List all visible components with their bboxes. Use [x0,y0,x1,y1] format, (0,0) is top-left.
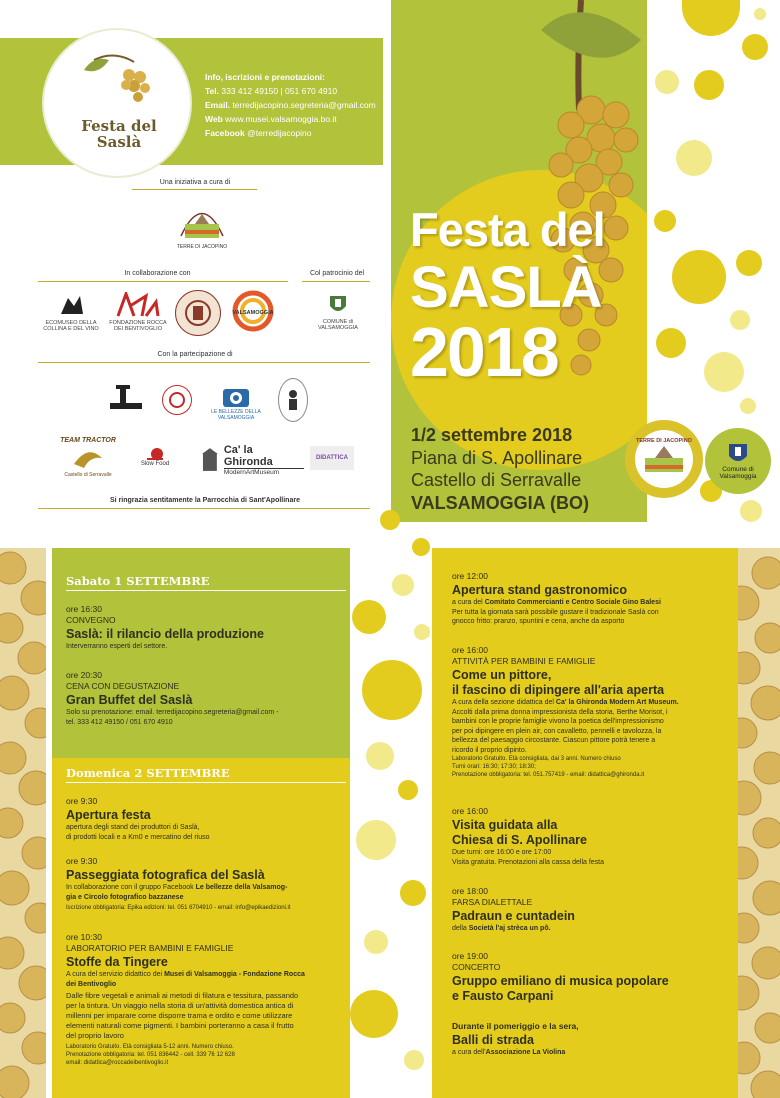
event-paragraph: per poi dipingere en plein air, con cavalletto, pennelli e tavolozza, la [452,727,662,735]
event-item [452,886,734,934]
logo-text [66,118,172,150]
event-paragraph: per la tintura. Un viaggio nella storia di un'attività domestica antica di [66,1001,294,1010]
facebook-link[interactable]: @terredijacopino [247,128,312,138]
event-note: email: didattica@roccadeibentivoglio.it [66,1060,169,1066]
event-desc: Solo su prenotazione: email. terredijacopino.segreteria@gmail.com - [66,709,279,716]
collab-heading: In collaborazione con [124,270,191,277]
decor-dot [398,780,418,800]
event-title: Passeggiata fotografica del Saslà [66,868,265,882]
event-desc: a cura del [452,599,483,606]
decor-dot [366,742,394,770]
svg-text:TERRE DI JACOPINO: TERRE DI JACOPINO [636,438,692,444]
round-logo-icon [167,390,187,410]
didattica-logo [310,446,354,470]
bellezze-logo [204,378,268,424]
decor-dot [400,880,426,906]
camera-icon [219,381,253,409]
event-paragraph: Accolti dalla prima donna impressionista della storia, Berthe Morisot, i [452,708,668,716]
decor-dot [414,624,430,640]
event-desc: Interverranno esperti del settore. [66,643,168,650]
event-title: Visita guidata alla [452,818,558,832]
contact-info [205,70,376,140]
event-desc-bold: dei Bentivoglio [66,980,117,988]
event-desc: a cura dell' [452,1049,486,1056]
event-time: ore 18:00 [452,886,488,896]
snail-icon [145,447,165,461]
divider [132,189,257,190]
decor-dot [736,250,762,276]
event-desc: apertura degli stand dei produttori di Saslà, [66,824,200,831]
event-title: Stoffe da Tingere [66,955,168,969]
tractor-icon [106,383,146,413]
event-desc-bold: La Violina [532,1049,566,1056]
team-tractor-label: TEAM TRACTOR [60,436,116,444]
event-item [452,951,734,1004]
divider [38,281,288,282]
terre-badge [625,420,703,498]
event-note: Prenotazione obbligatoria: tel. 051 836442 - cell. 339 76 12 628 [66,1052,235,1058]
event-type: CENA CON DEGUSTAZIONE [66,681,180,691]
decor-dot [730,310,750,330]
comune-badge [705,428,771,494]
event-item [66,796,346,842]
ecomuseo-logo [36,288,106,336]
seal-icon [182,297,214,329]
event-desc-bold: Ca' la Ghironda Modern Art Museum. [555,699,679,706]
tractor-silhouette-logo [104,380,148,416]
event-title: Saslà: il rilancio della produzione [66,627,264,641]
decor-dot [676,140,712,176]
valsamoggia-icon [229,289,277,335]
event-title: e Fausto Carpani [452,989,554,1003]
figure-icon [285,388,301,412]
ghironda-icon [200,447,220,473]
event-time: ore 12:00 [452,571,488,581]
decor-dot [740,398,756,414]
comune-coat-icon [727,442,749,466]
event-pre: Durante il pomeriggio e la sera, [452,1021,579,1031]
valsamoggia-logo [228,288,278,336]
thanks-note: Si ringrazia sentitamente la Parrocchia di Sant'Apollinare [110,497,300,504]
event-title: Come un pittore, [452,668,552,682]
patronage-heading: Col patrocinio del [309,270,365,277]
grape-logo-icon [74,50,164,120]
festa-logo [42,28,192,178]
event-item [452,571,734,627]
decor-dot [350,990,398,1038]
decor-dot [672,250,726,304]
event-type: FARSA DIALETTALE [452,897,533,907]
title-sasla: SASLÀ [410,255,602,320]
team-tractor-logo [58,432,118,482]
decor-dot [364,930,388,954]
decor-dot [404,1050,424,1070]
event-title: Balli di strada [452,1033,534,1047]
decor-dot [412,538,430,556]
event-desc: A cura del servizio didattico dei [66,971,163,978]
info-title: Info, iscrizioni e prenotazioni: [205,72,325,82]
rocca-logo [108,288,168,336]
email-value[interactable]: terredijacopino.segreteria@gmail.com [232,100,376,110]
event-desc-bold: Le bellezze della Valsamog- [195,884,288,891]
date-block [411,424,589,514]
decor-dot [380,510,400,530]
ghironda-logo [200,444,304,476]
event-item [66,604,346,652]
event-item [66,856,348,912]
event-time: ore 9:30 [66,796,98,806]
event-paragraph: Dalle fibre vegetali e animali ai metodi di filatura e tessitura, passando [66,991,299,1000]
email-label: Email. [205,100,231,110]
event-date: 1/2 settembre 2018 [411,425,573,445]
event-desc: della [452,925,467,932]
decor-dot [392,574,414,596]
initiative-heading: Una iniziativa a cura di [159,179,231,186]
slow-food-label: Slow Food [140,461,170,467]
event-title: Padraun e cuntadein [452,909,575,923]
event-desc: Due turni: ore 16:00 e ore 17:00 [452,849,552,856]
event-note: Laboratorio Gratuito. Età consigliata, dai 3 anni. Numero chiuso [452,756,621,762]
event-title: Chiesa di S. Apollinare [452,833,587,847]
event-item [452,806,734,867]
ecomuseo-icon [56,292,86,318]
decor-dot [704,352,744,392]
event-desc-bold: Musei di Valsamoggia - Fondazione Rocca [164,971,305,978]
participation-heading: Con la partecipazione di [157,351,233,358]
event-paragraph: ricordo il proprio dipinto. [452,746,527,754]
comune-badge-line1: Comune di [722,466,754,473]
grape-strip-right [734,548,780,1098]
event-time: ore 10:30 [66,932,102,942]
event-place-1: Piana di S. Apollinare [411,447,583,468]
event-desc-bold: Comitato Commercianti e Centro Sociale Gino Balesi [484,599,661,606]
event-title: Gran Buffet del Saslà [66,693,193,707]
svg-text:TERRE DI JACOPINO: TERRE DI JACOPINO [176,243,228,250]
event-desc: Visita gratuita. Prenotazioni alla cassa della festa [452,858,605,866]
event-item [452,1021,734,1058]
event-time: ore 16:00 [452,806,488,816]
event-note: Iscrizione obbligatoria: Epika edizioni: tel. 051 6704910 - email: info@epikaedizioni.it [66,905,291,911]
event-time: ore 20:30 [66,670,102,680]
event-note: Prenotazione obbligatoria: tel. 051.757419 - email: didattica@ghironda.it [452,772,645,778]
comune-label: COMUNE di VALSAMOGGIA [318,318,358,331]
divider [302,281,370,282]
tel-value: 333 412 49150 | 051 670 4910 [221,86,338,96]
title-festa: Festa del [410,203,605,256]
event-type: ATTIVITÀ PER BAMBINI E FAMIGLIE [452,656,596,666]
divider [66,782,346,783]
event-item [452,645,736,779]
coat-of-arms-icon [328,294,348,316]
divider [38,508,370,509]
event-paragraph: bambini con le proprie famiglie vivono la poetica dell'impressionismo [452,718,664,725]
web-label: Web [205,114,223,124]
terre-badge-icon [633,428,695,490]
seal-logo [175,290,221,336]
modern-art-label: ModernArtMuseum [224,468,304,476]
event-title: Apertura stand gastronomico [452,583,628,597]
sunday-heading: Domenica 2 SETTEMBRE [66,766,230,780]
ecomuseo-label: ECOMUSEO DELLA COLLINA E DEL VINO [43,320,99,332]
event-desc: Per tutta la giornata sarà possibile gustare il tradizionale Saslà con [452,608,659,616]
logo-line1: Festa del [81,117,157,135]
decor-dot [654,210,676,232]
event-desc: di prodotti locali e a Km0 e mercatino del riuso [66,833,210,841]
event-desc: A cura della sezione didattica del [452,699,554,706]
event-item [66,670,346,727]
comune-valsamoggia-logo [312,286,364,338]
event-desc: In collaborazione con il gruppo Facebook [66,884,194,891]
event-item [66,932,350,1067]
decor-dot [754,8,766,20]
event-note: Turni orari: 16:30; 17:30; 18:30; [452,764,536,770]
castello-label: Castello di Serravalle [64,471,112,478]
event-time: ore 16:30 [66,604,102,614]
svg-text:VALSAMOGGIA: VALSAMOGGIA [232,310,274,316]
bellezze-label: LE BELLEZZE DELLA VALSAMOGGIA [211,409,261,421]
event-place-2: Castello di Serravalle [411,470,582,490]
terre-logo-icon [173,196,231,250]
ghironda-label: Ca' la Ghironda [223,444,273,468]
event-title: Gruppo emiliano di musica popolare [452,974,669,988]
event-type: CONVEGNO [66,615,116,625]
event-title: il fascino di dipingere all'aria aperta [452,683,665,697]
divider [38,362,370,363]
logo-line2: Saslà [96,133,142,151]
event-title: Apertura festa [66,808,151,822]
event-paragraph: del proprio lavoro [66,1031,124,1040]
event-desc: gnocco fritto: pranzo, spuntini e cena, anche da asporto [452,618,625,625]
event-place-3: VALSAMOGGIA (BO) [411,492,589,513]
decor-dot [742,34,768,60]
grape-strip-left [0,548,46,1098]
decor-dot [682,0,740,36]
title-year: 2018 [410,313,558,391]
oval-logo [278,378,308,422]
decor-dot [740,500,762,522]
decor-dot [656,328,686,358]
event-paragraph: elementi naturali come pigmenti. I bambini porteranno a casa il frutto [66,1021,294,1030]
comune-badge-line2: Valsamoggia [719,473,757,480]
event-type: CONCERTO [452,962,501,972]
decor-dot [352,600,386,634]
divider [66,590,346,591]
event-desc-bold: Società l'aj strèca un pô. [468,925,551,932]
saturday-heading: Sabato 1 SETTEMBRE [66,574,210,588]
didattica-label: DIDATTICA [316,455,348,461]
bird-icon [70,444,106,472]
facebook-label: Facebook [205,128,245,138]
web-link[interactable]: www.musei.valsamoggia.bo.it [225,114,337,124]
rocca-icon [116,292,160,318]
decor-dot [356,820,396,860]
slow-food-logo [132,440,178,474]
event-time: ore 9:30 [66,856,98,866]
event-note: Laboratorio Gratuito. Età consigliata 5-12 anni. Numero chiuso. [66,1044,234,1050]
event-desc-bold: gia e Circolo fotografico bazzanese [66,893,184,901]
tel-label: Tel. [205,86,220,96]
event-time: ore 16:00 [452,645,488,655]
event-desc: tel. 333 412 49150 / 051 670 4910 [66,718,173,726]
decor-dot [362,660,422,720]
event-paragraph: millenni per imparare come disporre trama e ordito e come utilizzare [66,1011,293,1020]
event-time: ore 19:00 [452,951,488,961]
terre-di-jacopino-logo [172,195,232,250]
decor-dot [694,70,724,100]
rocca-label: FONDAZIONE ROCCA DEI BENTIVOGLIO [109,320,167,332]
event-desc-bold: Associazione [485,1049,531,1056]
event-paragraph: bellezza del paesaggio circostante. Ciascun pittore potrà tenere a [452,737,656,744]
round-logo [162,385,192,415]
event-type: LABORATORIO PER BAMBINI E FAMIGLIE [66,943,234,953]
decor-dot [655,70,679,94]
